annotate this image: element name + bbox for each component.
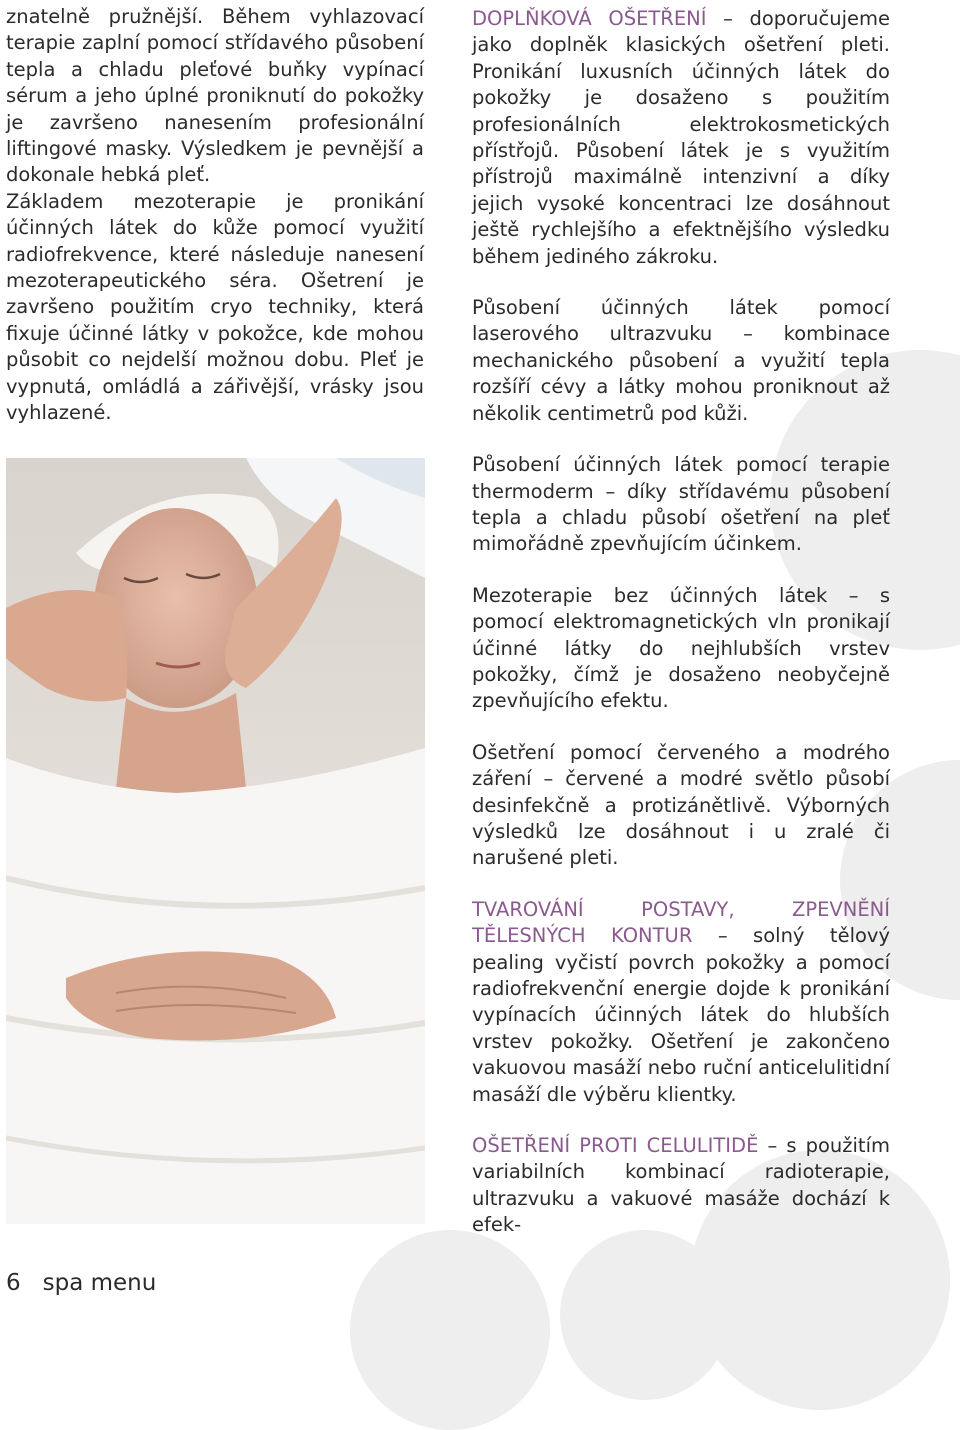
paragraph-smoothing-therapy: znatelně pružnější. Během vyhlazovací terapie zaplní pomocí střídavého působení tepla a chladu pleťové buňky vypínací sérum a jeho úplné proniknutí do pokožky je završeno nanesením profesionální liftingové masky. Výsledkem je pevnější a dokonale hebká pleť.	[6, 5, 424, 187]
page-number: 6	[6, 1270, 21, 1296]
section-anti-cellulite: OŠETŘENÍ PROTI CELULITIDĚ – s použitím variabilních kombinací radioterapie, ultrazvuku a vakuové masáže dochází k efek-	[472, 1134, 890, 1237]
page-footer	[6, 1268, 156, 1298]
facial-massage-photo	[6, 458, 425, 1224]
right-text-column	[472, 6, 890, 1264]
section-laser-ultrasound: Působení účinných látek pomocí laserového ultrazvuku – kombinace mechanického působení a využití tepla rozšíří cévy a látky mohou proniknout až několik centimetrů pod kůži.	[472, 296, 890, 425]
section-red-blue-light: Ošetření pomocí červeného a modrého záření – červené a modré světlo působí desinfekčně a protizánětlivě. Výborných výsledků lze dosáhnout i u zralé či narušené pleti.	[472, 740, 890, 870]
paragraph-mesotherapy: Základem mezoterapie je pronikání účinných látek do kůže pomocí využití radiofrekvence, které následuje nanesení mezoterapeutického séra. Ošetrení je završeno použitím cryo techniky, která fixuje účinné látky v pokožce, kde mohou působit co nejdelší možnou dobu. Pleť je vypnutá, omládlá a zářivější, vrásky jsou vyhlazené.	[6, 189, 424, 425]
section-name: spa menu	[42, 1270, 157, 1296]
section-additional-treatments: DOPLŇKOVÁ OŠETŘENÍ – doporučujeme jako doplněk klasických ošetření pleti. Pronikání luxusních účinných látek do pokožky je dosaženo s použitím profesionálních elektrokosmetických přístřojů. Působení látek je s využitím přístrojů maximálně intenzivní a díky jejich vysoké koncentraci lze dosáhnout ještě rychlejšího a efektnějšího výsledku během jediného zákroku.	[472, 7, 890, 268]
section-body-shaping: TVAROVÁNÍ POSTAVY, ZPEVNĚNÍ TĚLESNÝCH KONTUR – solný tělový pealing vyčistí povrch pokožky a pomocí radiofrekvenční energie dojde k pronikání vypínacích účinných látek do hlubších vrstev pokožky. Ošetření je zakončeno vakuovou masáží nebo ruční anticelulitidní masáží dle výběru klientky.	[472, 897, 891, 1106]
section-heading: DOPLŇKOVÁ OŠETŘENÍ	[472, 7, 707, 30]
section-needle-free-mesotherapy: Mezoterapie bez účinných látek – s pomocí elektromagnetických vln pronikají účinné látky do nejhlubších vrstev pokožky, čímž je dosaženo neobyčejně zpevňujícího efektu.	[472, 583, 890, 713]
section-heading: OŠETŘENÍ PROTI CELULITIDĚ	[472, 1134, 759, 1158]
left-text-column	[6, 4, 424, 427]
section-thermoderm: Působení účinných látek pomocí terapie thermoderm – díky střídavému působení tepla a chladu působí ošetření na pleť mimořádně zpevňujícím účinkem.	[472, 453, 890, 556]
section-heading: TVAROVÁNÍ POSTAVY, ZPEVNĚNÍ TĚLESNÝCH KONTUR	[472, 897, 890, 948]
